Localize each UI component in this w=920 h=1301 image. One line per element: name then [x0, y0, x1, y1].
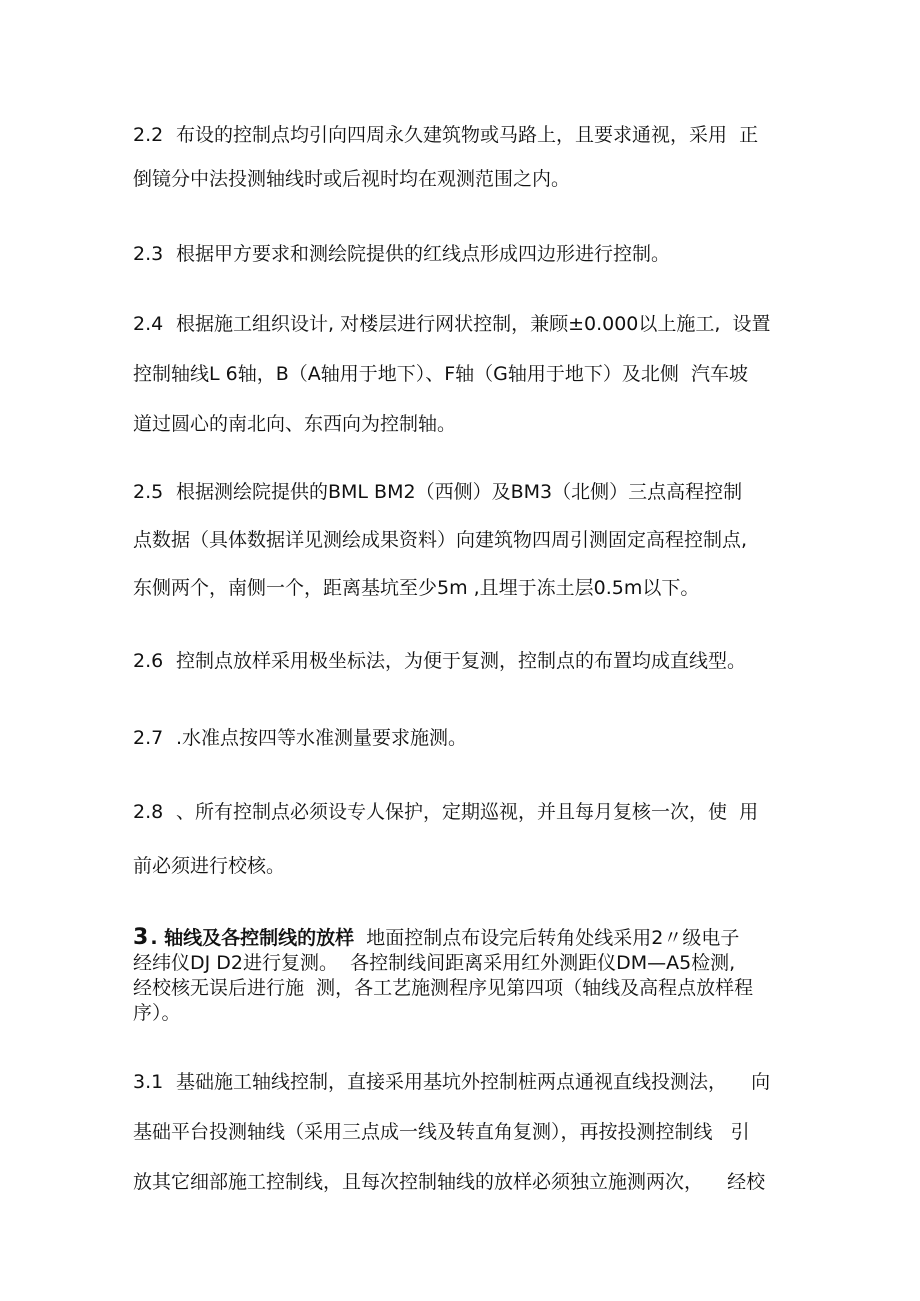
- section-3-1: [133, 1060, 793, 1204]
- section-2-3: [133, 232, 793, 276]
- section-number: 2.2: [133, 124, 164, 146]
- section-number: 2.3: [133, 243, 164, 265]
- section-line: 序）。: [133, 1002, 181, 1024]
- section-number: 3: [133, 925, 151, 950]
- section-line: 经纬仪DJ D2进行复测。 各控制线间距离采用红外测距仪DM—A5检测,: [133, 952, 736, 974]
- section-line: 道过圆心的南北向、东西向为控制轴。: [133, 413, 457, 435]
- section-line: 前必须进行校核。: [133, 855, 286, 877]
- section-number: 3.1: [133, 1071, 164, 1093]
- section-line: 东侧两个，南侧一个，距离基坑至少5m ,且埋于冻土层0.5m以下。: [133, 577, 700, 599]
- section-line: 3. 轴线及各控制线的放样 地面控制点布设完后转角处线采用2〃级电子: [133, 925, 740, 950]
- section-line: 3.1 基础施工轴线控制，直接采用基坑外控制桩两点通视直线投测法， 向: [133, 1060, 793, 1104]
- section-2-4: [133, 302, 793, 446]
- section-2-5: [133, 470, 793, 610]
- section-3: [133, 925, 793, 1026]
- section-line: 2.6 控制点放样采用极坐标法，为便于复测，控制点的布置均成直线型。: [133, 639, 793, 683]
- section-line: 点数据（具体数据详见测绘成果资料）向建筑物四周引测固定高程控制点,: [133, 529, 748, 551]
- section-line: 2.2 布设的控制点均引向四周永久建筑物或马路上，且要求通视，采用 正: [133, 113, 793, 157]
- section-number: 2.5: [133, 481, 164, 503]
- section-2-2: [133, 113, 793, 201]
- section-2-7: [133, 716, 793, 760]
- section-line: 2.5 根据测绘院提供的BML BM2（西侧）及BM3（北侧）三点高程控制: [133, 470, 793, 514]
- section-line: 控制轴线L 6轴，B（A轴用于地下）、F轴（G轴用于地下）及北侧 汽车坡: [133, 363, 748, 385]
- section-number: 2.4: [133, 313, 164, 335]
- section-line: 2.3 根据甲方要求和测绘院提供的红线点形成四边形进行控制。: [133, 232, 793, 276]
- section-number: 2.6: [133, 650, 164, 672]
- section-line: 2.7 .水准点按四等水准测量要求施测。: [133, 716, 793, 760]
- section-line: 2.4 根据施工组织设计, 对楼层进行网状控制，兼顾±0.000以上施工, 设置: [133, 302, 793, 346]
- section-line: 基础平台投测轴线（采用三点成一线及转直角复测），再按投测控制线 引: [133, 1121, 750, 1143]
- section-line: 经校核无误后进行施 测，各工艺施测程序见第四项（轴线及高程点放样程: [133, 977, 754, 999]
- section-line: 放其它细部施工控制线，且每次控制轴线的放样必须独立施测两次， 经校: [133, 1171, 766, 1193]
- section-2-8: [133, 790, 793, 888]
- section-number: 2.8: [133, 801, 164, 823]
- section-line: 2.8 、所有控制点必须设专人保护，定期巡视，并且每月复核一次，使 用: [133, 790, 793, 834]
- section-heading: . 轴线及各控制线的放样: [150, 927, 355, 949]
- section-2-6: [133, 639, 793, 683]
- section-line: 倒镜分中法投测轴线时或后视时均在观测范围之内。: [133, 168, 571, 190]
- section-number: 2.7: [133, 727, 164, 749]
